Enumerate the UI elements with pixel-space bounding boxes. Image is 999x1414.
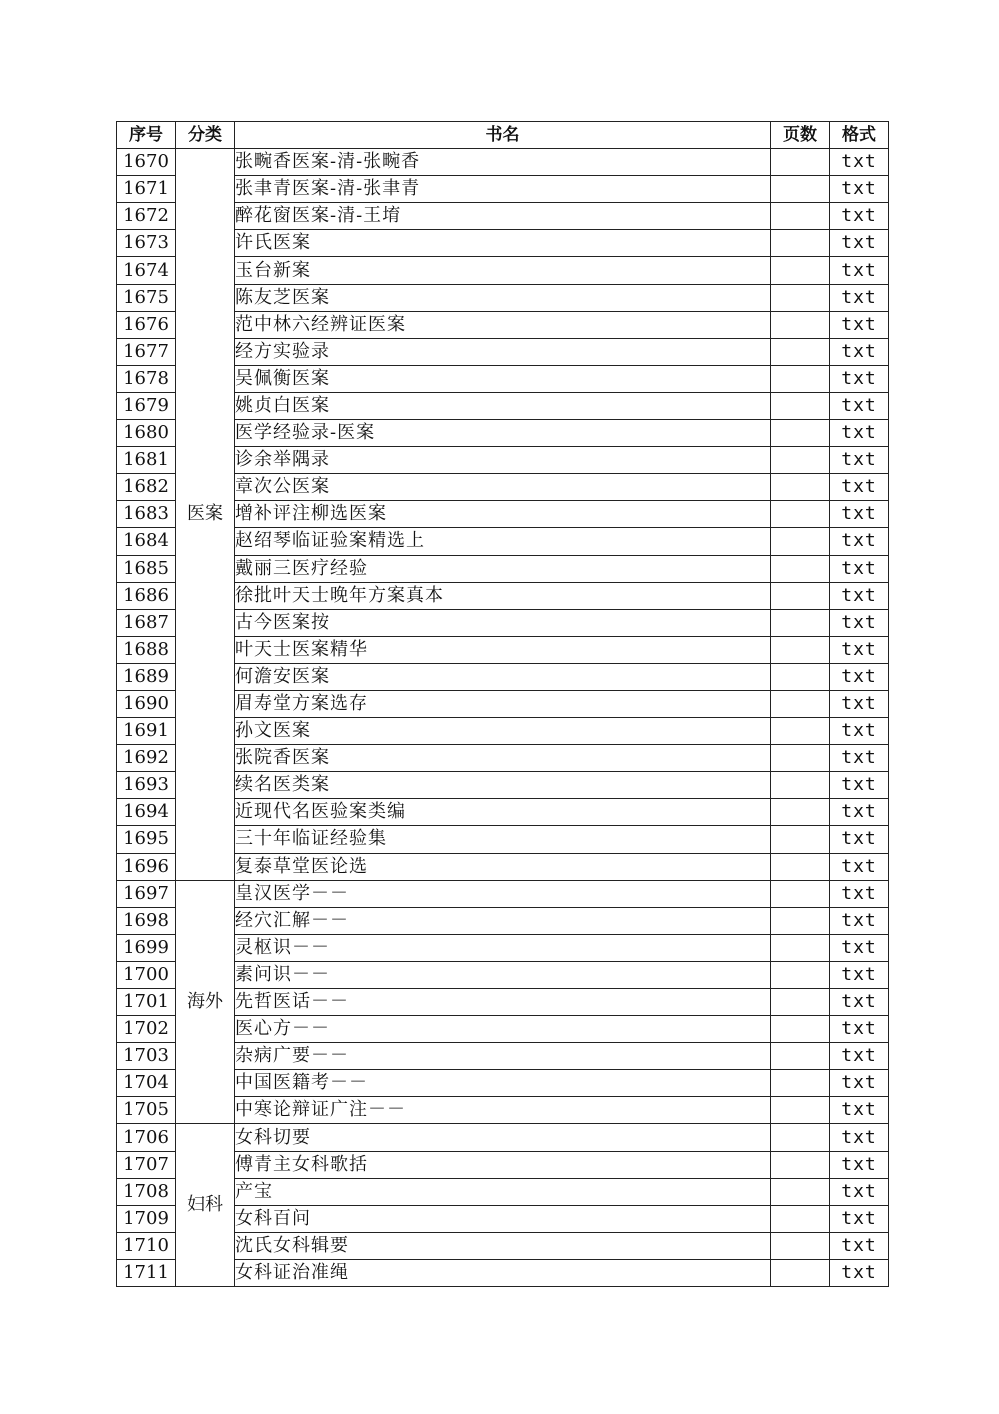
page-count — [771, 176, 830, 203]
file-format: txt — [830, 555, 889, 582]
book-title: 许氏医案 — [235, 230, 771, 257]
page-count — [771, 1178, 830, 1205]
file-format: txt — [830, 853, 889, 880]
book-title: 张聿青医案-清-张聿青 — [235, 176, 771, 203]
book-title: 诊余举隅录 — [235, 447, 771, 474]
book-title: 何澹安医案 — [235, 663, 771, 690]
book-title: 眉寿堂方案选存 — [235, 690, 771, 717]
file-format: txt — [830, 582, 889, 609]
file-format: txt — [830, 365, 889, 392]
file-format: txt — [830, 338, 889, 365]
page-count — [771, 961, 830, 988]
header-format: 格式 — [830, 122, 889, 149]
book-title: 玉台新案 — [235, 257, 771, 284]
book-title: 复泰草堂医论选 — [235, 853, 771, 880]
row-number: 1683 — [117, 501, 176, 528]
row-number: 1680 — [117, 420, 176, 447]
book-title: 范中林六经辨证医案 — [235, 311, 771, 338]
file-format: txt — [830, 501, 889, 528]
book-title: 产宝 — [235, 1178, 771, 1205]
page-count — [771, 311, 830, 338]
page-count — [771, 690, 830, 717]
file-format: txt — [830, 880, 889, 907]
row-number: 1699 — [117, 934, 176, 961]
page-count — [771, 230, 830, 257]
file-format: txt — [830, 1259, 889, 1286]
page-count — [771, 392, 830, 419]
row-number: 1676 — [117, 311, 176, 338]
header-category: 分类 — [176, 122, 235, 149]
book-title: 戴丽三医疗经验 — [235, 555, 771, 582]
file-format: txt — [830, 1097, 889, 1124]
header-pages: 页数 — [771, 122, 830, 149]
page-count — [771, 365, 830, 392]
file-format: txt — [830, 203, 889, 230]
book-title: 医学经验录-医案 — [235, 420, 771, 447]
book-title: 醉花窗医案-清-王堉 — [235, 203, 771, 230]
book-title: 医心方－－ — [235, 1016, 771, 1043]
row-number: 1695 — [117, 826, 176, 853]
file-format: txt — [830, 230, 889, 257]
file-format: txt — [830, 528, 889, 555]
category-cell: 医案 — [176, 149, 235, 881]
book-title: 吴佩衡医案 — [235, 365, 771, 392]
book-title: 中寒论辩证广注－－ — [235, 1097, 771, 1124]
file-format: txt — [830, 1205, 889, 1232]
file-format: txt — [830, 961, 889, 988]
page-count — [771, 1016, 830, 1043]
page-count — [771, 284, 830, 311]
row-number: 1687 — [117, 609, 176, 636]
row-number: 1684 — [117, 528, 176, 555]
book-title: 女科百问 — [235, 1205, 771, 1232]
page-count — [771, 528, 830, 555]
page-count — [771, 1124, 830, 1151]
book-title: 章次公医案 — [235, 474, 771, 501]
row-number: 1703 — [117, 1043, 176, 1070]
file-format: txt — [830, 1043, 889, 1070]
row-number: 1702 — [117, 1016, 176, 1043]
page-count — [771, 1151, 830, 1178]
book-title: 经方实验录 — [235, 338, 771, 365]
row-number: 1679 — [117, 392, 176, 419]
row-number: 1688 — [117, 636, 176, 663]
page-count — [771, 609, 830, 636]
page-count — [771, 501, 830, 528]
file-format: txt — [830, 311, 889, 338]
row-number: 1681 — [117, 447, 176, 474]
book-title: 赵绍琴临证验案精选上 — [235, 528, 771, 555]
file-format: txt — [830, 149, 889, 176]
page-count — [771, 447, 830, 474]
row-number: 1694 — [117, 799, 176, 826]
row-number: 1689 — [117, 663, 176, 690]
row-number: 1686 — [117, 582, 176, 609]
book-title: 徐批叶天士晚年方案真本 — [235, 582, 771, 609]
page-count — [771, 257, 830, 284]
file-format: txt — [830, 772, 889, 799]
row-number: 1710 — [117, 1232, 176, 1259]
page-count — [771, 799, 830, 826]
page-count — [771, 420, 830, 447]
file-format: txt — [830, 690, 889, 717]
file-format: txt — [830, 799, 889, 826]
table-body — [117, 149, 889, 1287]
category-cell: 海外 — [176, 880, 235, 1124]
book-title: 张院香医案 — [235, 745, 771, 772]
row-number: 1672 — [117, 203, 176, 230]
row-number: 1705 — [117, 1097, 176, 1124]
page-count — [771, 1205, 830, 1232]
page-count — [771, 934, 830, 961]
row-number: 1690 — [117, 690, 176, 717]
page-count — [771, 555, 830, 582]
file-format: txt — [830, 1232, 889, 1259]
table-row — [117, 1124, 889, 1151]
file-format: txt — [830, 609, 889, 636]
book-title: 三十年临证经验集 — [235, 826, 771, 853]
book-title: 杂病广要－－ — [235, 1043, 771, 1070]
header-title: 书名 — [235, 122, 771, 149]
file-format: txt — [830, 745, 889, 772]
page-count — [771, 907, 830, 934]
file-format: txt — [830, 1070, 889, 1097]
book-title: 女科切要 — [235, 1124, 771, 1151]
row-number: 1696 — [117, 853, 176, 880]
page-count — [771, 1097, 830, 1124]
row-number: 1697 — [117, 880, 176, 907]
row-number: 1692 — [117, 745, 176, 772]
book-title: 增补评注柳选医案 — [235, 501, 771, 528]
row-number: 1670 — [117, 149, 176, 176]
row-number: 1671 — [117, 176, 176, 203]
row-number: 1711 — [117, 1259, 176, 1286]
book-title: 傅青主女科歌括 — [235, 1151, 771, 1178]
row-number: 1677 — [117, 338, 176, 365]
file-format: txt — [830, 718, 889, 745]
row-number: 1673 — [117, 230, 176, 257]
file-format: txt — [830, 1016, 889, 1043]
book-title: 灵枢识－－ — [235, 934, 771, 961]
row-number: 1708 — [117, 1178, 176, 1205]
book-title: 孙文医案 — [235, 718, 771, 745]
file-format: txt — [830, 934, 889, 961]
row-number: 1685 — [117, 555, 176, 582]
book-title: 叶天士医案精华 — [235, 636, 771, 663]
file-format: txt — [830, 1151, 889, 1178]
file-format: txt — [830, 1178, 889, 1205]
row-number: 1693 — [117, 772, 176, 799]
file-format: txt — [830, 284, 889, 311]
file-format: txt — [830, 176, 889, 203]
page-count — [771, 1232, 830, 1259]
page-count — [771, 582, 830, 609]
page-count — [771, 1070, 830, 1097]
page-count — [771, 474, 830, 501]
file-format: txt — [830, 663, 889, 690]
page-count — [771, 745, 830, 772]
book-title: 素问识－－ — [235, 961, 771, 988]
row-number: 1709 — [117, 1205, 176, 1232]
row-number: 1678 — [117, 365, 176, 392]
book-title: 皇汉医学－－ — [235, 880, 771, 907]
file-format: txt — [830, 826, 889, 853]
row-number: 1704 — [117, 1070, 176, 1097]
book-title: 陈友芝医案 — [235, 284, 771, 311]
page-count — [771, 826, 830, 853]
row-number: 1698 — [117, 907, 176, 934]
file-format: txt — [830, 907, 889, 934]
page-count — [771, 203, 830, 230]
book-title: 张畹香医案-清-张畹香 — [235, 149, 771, 176]
row-number: 1674 — [117, 257, 176, 284]
file-format: txt — [830, 1124, 889, 1151]
book-title: 近现代名医验案类编 — [235, 799, 771, 826]
row-number: 1691 — [117, 718, 176, 745]
page-count — [771, 636, 830, 663]
page-count — [771, 1043, 830, 1070]
row-number: 1701 — [117, 989, 176, 1016]
book-list-table — [116, 121, 889, 1287]
table-row — [117, 149, 889, 176]
page-count — [771, 149, 830, 176]
page-count — [771, 663, 830, 690]
book-title: 续名医类案 — [235, 772, 771, 799]
book-title: 沈氏女科辑要 — [235, 1232, 771, 1259]
book-title: 古今医案按 — [235, 609, 771, 636]
file-format: txt — [830, 989, 889, 1016]
row-number: 1706 — [117, 1124, 176, 1151]
row-number: 1682 — [117, 474, 176, 501]
book-title: 女科证治准绳 — [235, 1259, 771, 1286]
page-count — [771, 853, 830, 880]
category-cell: 妇科 — [176, 1124, 235, 1287]
page-count — [771, 1259, 830, 1286]
file-format: txt — [830, 474, 889, 501]
file-format: txt — [830, 447, 889, 474]
book-title: 先哲医话－－ — [235, 989, 771, 1016]
book-title: 中国医籍考－－ — [235, 1070, 771, 1097]
file-format: txt — [830, 257, 889, 284]
row-number: 1707 — [117, 1151, 176, 1178]
page-count — [771, 989, 830, 1016]
page-count — [771, 772, 830, 799]
header-num: 序号 — [117, 122, 176, 149]
book-title: 经穴汇解－－ — [235, 907, 771, 934]
file-format: txt — [830, 420, 889, 447]
page-count — [771, 718, 830, 745]
row-number: 1675 — [117, 284, 176, 311]
row-number: 1700 — [117, 961, 176, 988]
page-count — [771, 880, 830, 907]
file-format: txt — [830, 392, 889, 419]
file-format: txt — [830, 636, 889, 663]
table-row — [117, 880, 889, 907]
book-title: 姚贞白医案 — [235, 392, 771, 419]
page-count — [771, 338, 830, 365]
table-header-row — [117, 122, 889, 149]
